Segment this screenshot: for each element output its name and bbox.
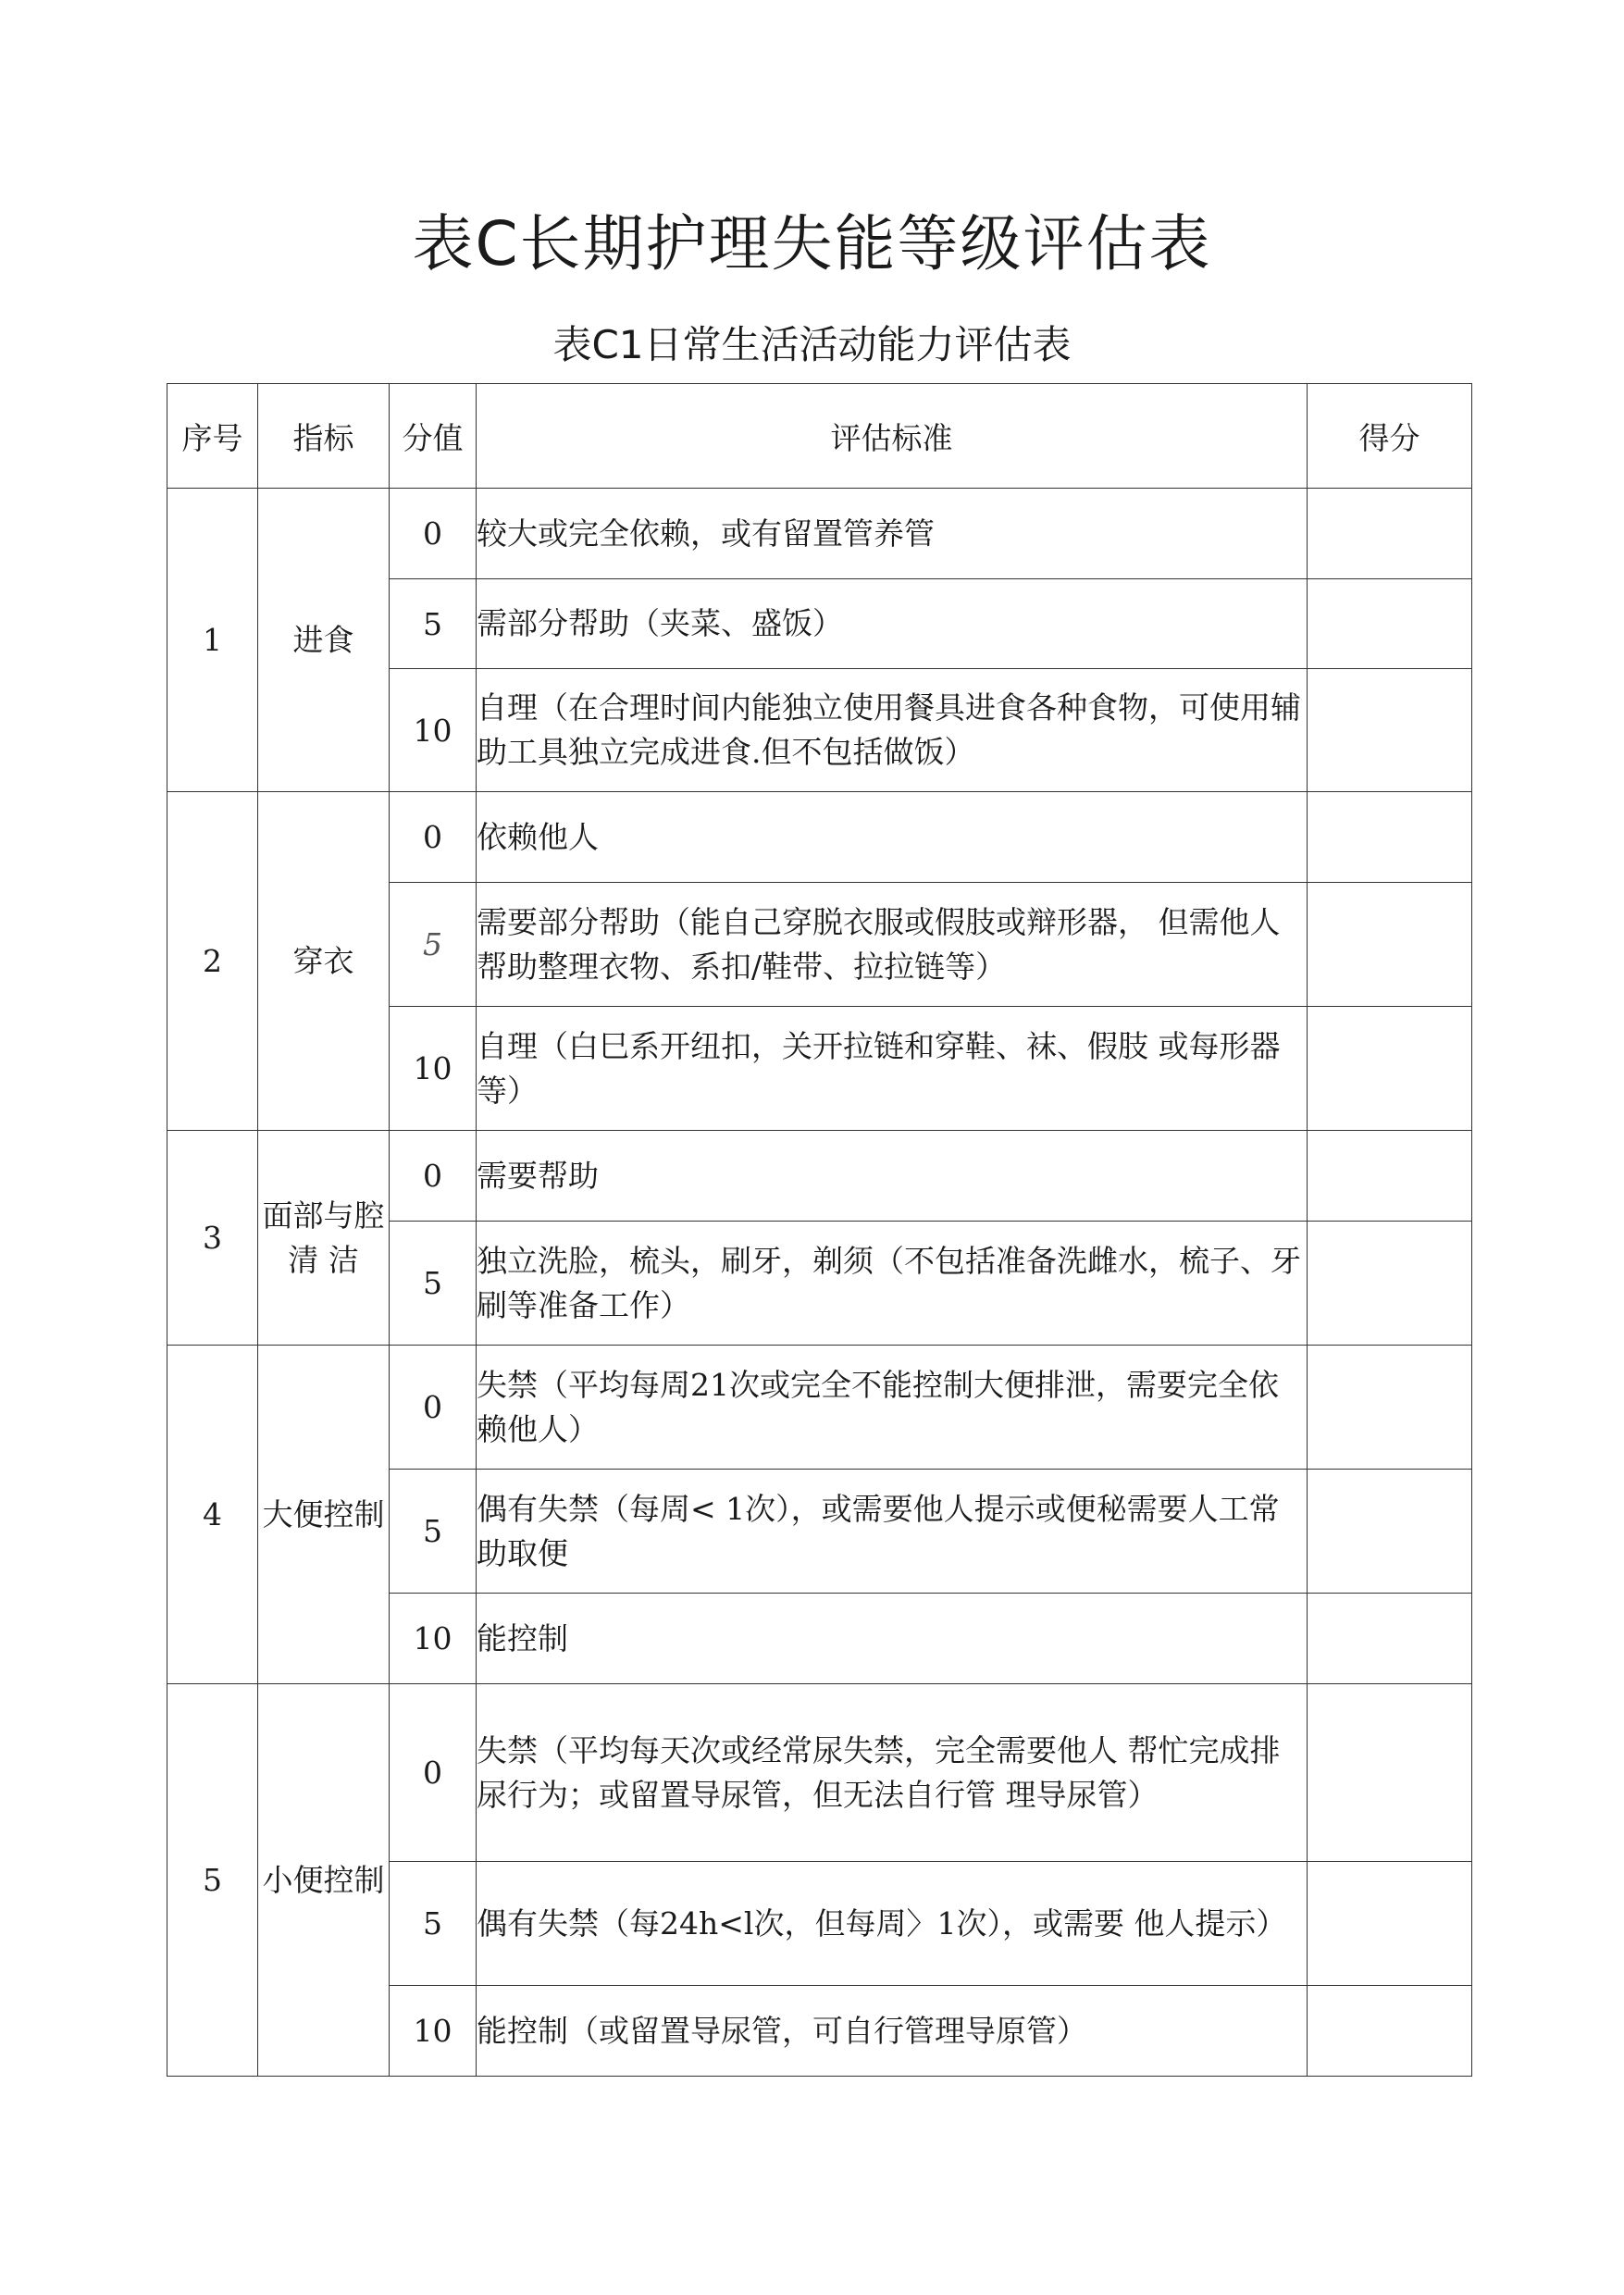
result-cell[interactable] [1308, 1986, 1472, 2077]
table-row [167, 1684, 1472, 1862]
result-cell[interactable] [1308, 579, 1472, 669]
criteria-cell: 能控制 [477, 1594, 1308, 1684]
table-subtitle: 表C1日常生活活动能力评估表 [552, 322, 1072, 367]
criteria-cell: 独立洗脸，梳头，刷牙，剃须（不包括准备洗雌水，梳子、牙刷等准备工作） [477, 1222, 1308, 1346]
header-row [167, 384, 1472, 489]
table-row [167, 1131, 1472, 1222]
result-cell[interactable] [1308, 1131, 1472, 1222]
score-cell: 0 [390, 1131, 477, 1222]
score-cell: 10 [390, 1007, 477, 1131]
score-cell: 5 [390, 579, 477, 669]
seq-cell: 1 [167, 489, 258, 792]
score-cell: 0 [390, 489, 477, 579]
criteria-cell: 偶有失禁（每周< 1次），或需要他人提示或便秘需要人工常助取便 [477, 1470, 1308, 1594]
assessment-table [167, 383, 1472, 2077]
result-cell[interactable] [1308, 1222, 1472, 1346]
criteria-cell: 自理（白巳系开纽扣，关开拉链和穿鞋、袜、假肢 或每形器等） [477, 1007, 1308, 1131]
header-result: 得分 [1308, 384, 1472, 489]
table-row [167, 792, 1472, 883]
score-cell: 5 [390, 1862, 477, 1986]
result-cell[interactable] [1308, 489, 1472, 579]
result-cell[interactable] [1308, 1007, 1472, 1131]
header-seq: 序号 [167, 384, 258, 489]
score-cell: 5 [390, 1222, 477, 1346]
table-row [167, 1346, 1472, 1470]
score-cell: 0 [390, 792, 477, 883]
score-cell: 10 [390, 669, 477, 792]
indicator-cell: 小便控制 [258, 1684, 390, 2077]
header-criteria: 评估标准 [477, 384, 1308, 489]
indicator-cell: 面部与腔清 洁 [258, 1131, 390, 1346]
indicator-cell: 大便控制 [258, 1346, 390, 1684]
criteria-cell: 需部分帮助（夹菜、盛饭） [477, 579, 1308, 669]
score-cell: 0 [390, 1684, 477, 1862]
result-cell[interactable] [1308, 792, 1472, 883]
indicator-cell: 穿衣 [258, 792, 390, 1131]
criteria-cell: 自理（在合理时间内能独立使用餐具进食各种食物，可使用辅助工具独立完成进食.但不包括做饭） [477, 669, 1308, 792]
score-cell: 0 [390, 1346, 477, 1470]
criteria-cell: 需要部分帮助（能自己穿脱衣服或假肢或辩形器， 但需他人帮助整理衣物、系扣/鞋带、拉拉链等） [477, 883, 1308, 1007]
page-title: 表C长期护理失能等级评估表 [412, 208, 1212, 279]
criteria-cell: 能控制（或留置导尿管，可自行管理导原管） [477, 1986, 1308, 2077]
result-cell[interactable] [1308, 1594, 1472, 1684]
criteria-cell: 偶有失禁（每24h<l次，但每周〉1次），或需要 他人提示） [477, 1862, 1308, 1986]
score-cell: 5 [390, 883, 477, 1007]
table-row [167, 489, 1472, 579]
score-cell: 5 [390, 1470, 477, 1594]
result-cell[interactable] [1308, 1346, 1472, 1470]
result-cell[interactable] [1308, 1684, 1472, 1862]
criteria-cell: 需要帮助 [477, 1131, 1308, 1222]
criteria-cell: 失禁（平均每周21次或完全不能控制大便排泄，需要完全依赖他人） [477, 1346, 1308, 1470]
criteria-cell: 依赖他人 [477, 792, 1308, 883]
criteria-cell: 较大或完全依赖，或有留置管养管 [477, 489, 1308, 579]
score-cell: 10 [390, 1594, 477, 1684]
score-cell: 10 [390, 1986, 477, 2077]
result-cell[interactable] [1308, 883, 1472, 1007]
indicator-cell: 进食 [258, 489, 390, 792]
result-cell[interactable] [1308, 1470, 1472, 1594]
seq-cell: 2 [167, 792, 258, 1131]
seq-cell: 5 [167, 1684, 258, 2077]
header-indicator: 指标 [258, 384, 390, 489]
result-cell[interactable] [1308, 669, 1472, 792]
header-score: 分值 [390, 384, 477, 489]
result-cell[interactable] [1308, 1862, 1472, 1986]
seq-cell: 4 [167, 1346, 258, 1684]
criteria-cell: 失禁（平均每天次或经常尿失禁，完全需要他人 帮忙完成排尿行为；或留置导尿管，但无法自行管 理导尿管） [477, 1684, 1308, 1862]
seq-cell: 3 [167, 1131, 258, 1346]
